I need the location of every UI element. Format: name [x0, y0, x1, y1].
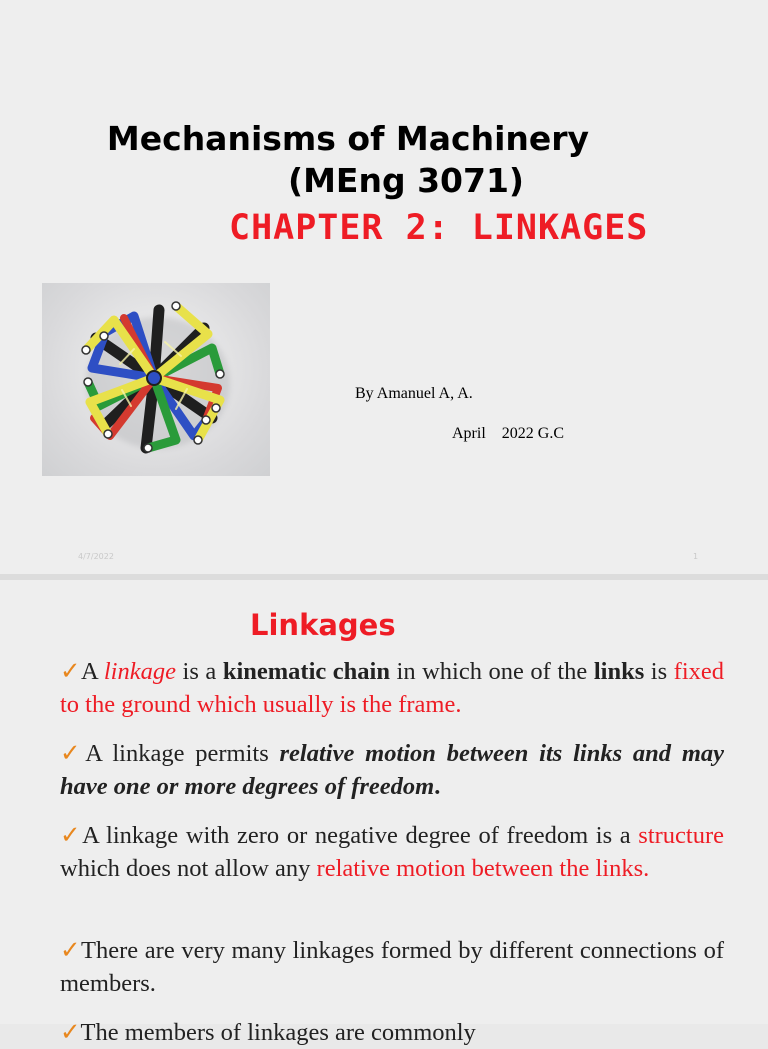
footer-page-number: 1 — [693, 552, 699, 561]
bullet-structure — [60, 819, 724, 885]
bullet-text: is a — [175, 658, 223, 685]
slide-heading: Linkages — [250, 608, 396, 642]
bullet-many-linkages — [60, 934, 724, 1000]
content-slide — [0, 580, 768, 1046]
term-links: links — [593, 658, 645, 685]
bullet-end: . — [434, 773, 441, 800]
footer-date: 4/7/2022 — [78, 552, 114, 561]
presentation-date: April 2022 G.C — [452, 425, 564, 442]
checkmark-icon: ✓ — [60, 658, 81, 685]
bullet-text: is — [644, 658, 674, 685]
highlight-relative-motion: relative motion between the links. — [316, 855, 650, 882]
checkmark-icon: ✓ — [60, 1019, 81, 1046]
checkmark-icon: ✓ — [60, 740, 86, 767]
bullet-text: A — [80, 658, 104, 685]
bullet-text: which does not allow any — [60, 855, 317, 882]
term-linkage: linkage — [103, 658, 176, 685]
highlight-fixed-to-ground: fixed to the ground which usually is the frame. — [60, 658, 725, 718]
bullet-text: A linkage permits — [85, 740, 280, 767]
bullet-text: The members of linkages are commonly — [80, 1019, 476, 1046]
course-code: (MEng 3071) — [288, 161, 524, 200]
linkage-mechanism-illustration — [42, 283, 270, 476]
bullet-linkage-definition — [60, 655, 724, 721]
bullet-members — [60, 1016, 724, 1049]
bullet-text: There are very many linkages formed by different connections of members. — [60, 937, 724, 997]
bullet-relative-motion — [60, 737, 724, 803]
bullet-text: in which one of the — [389, 658, 594, 685]
course-title: Mechanisms of Machinery — [106, 119, 590, 158]
emphasis-relative-motion: relative motion between its links and may have one or more degrees of freedom — [60, 740, 724, 800]
checkmark-icon: ✓ — [60, 822, 83, 849]
term-kinematic-chain: kinematic chain — [222, 658, 390, 685]
linkage-mechanism-image — [42, 283, 270, 476]
bullet-text: A linkage with zero or negative degree of freedom is a — [82, 822, 639, 849]
checkmark-icon: ✓ — [60, 937, 82, 964]
author: By Amanuel A, A. — [355, 385, 473, 402]
chapter-title: CHAPTER 2: LINKAGES — [229, 208, 649, 248]
term-structure: structure — [638, 822, 725, 849]
